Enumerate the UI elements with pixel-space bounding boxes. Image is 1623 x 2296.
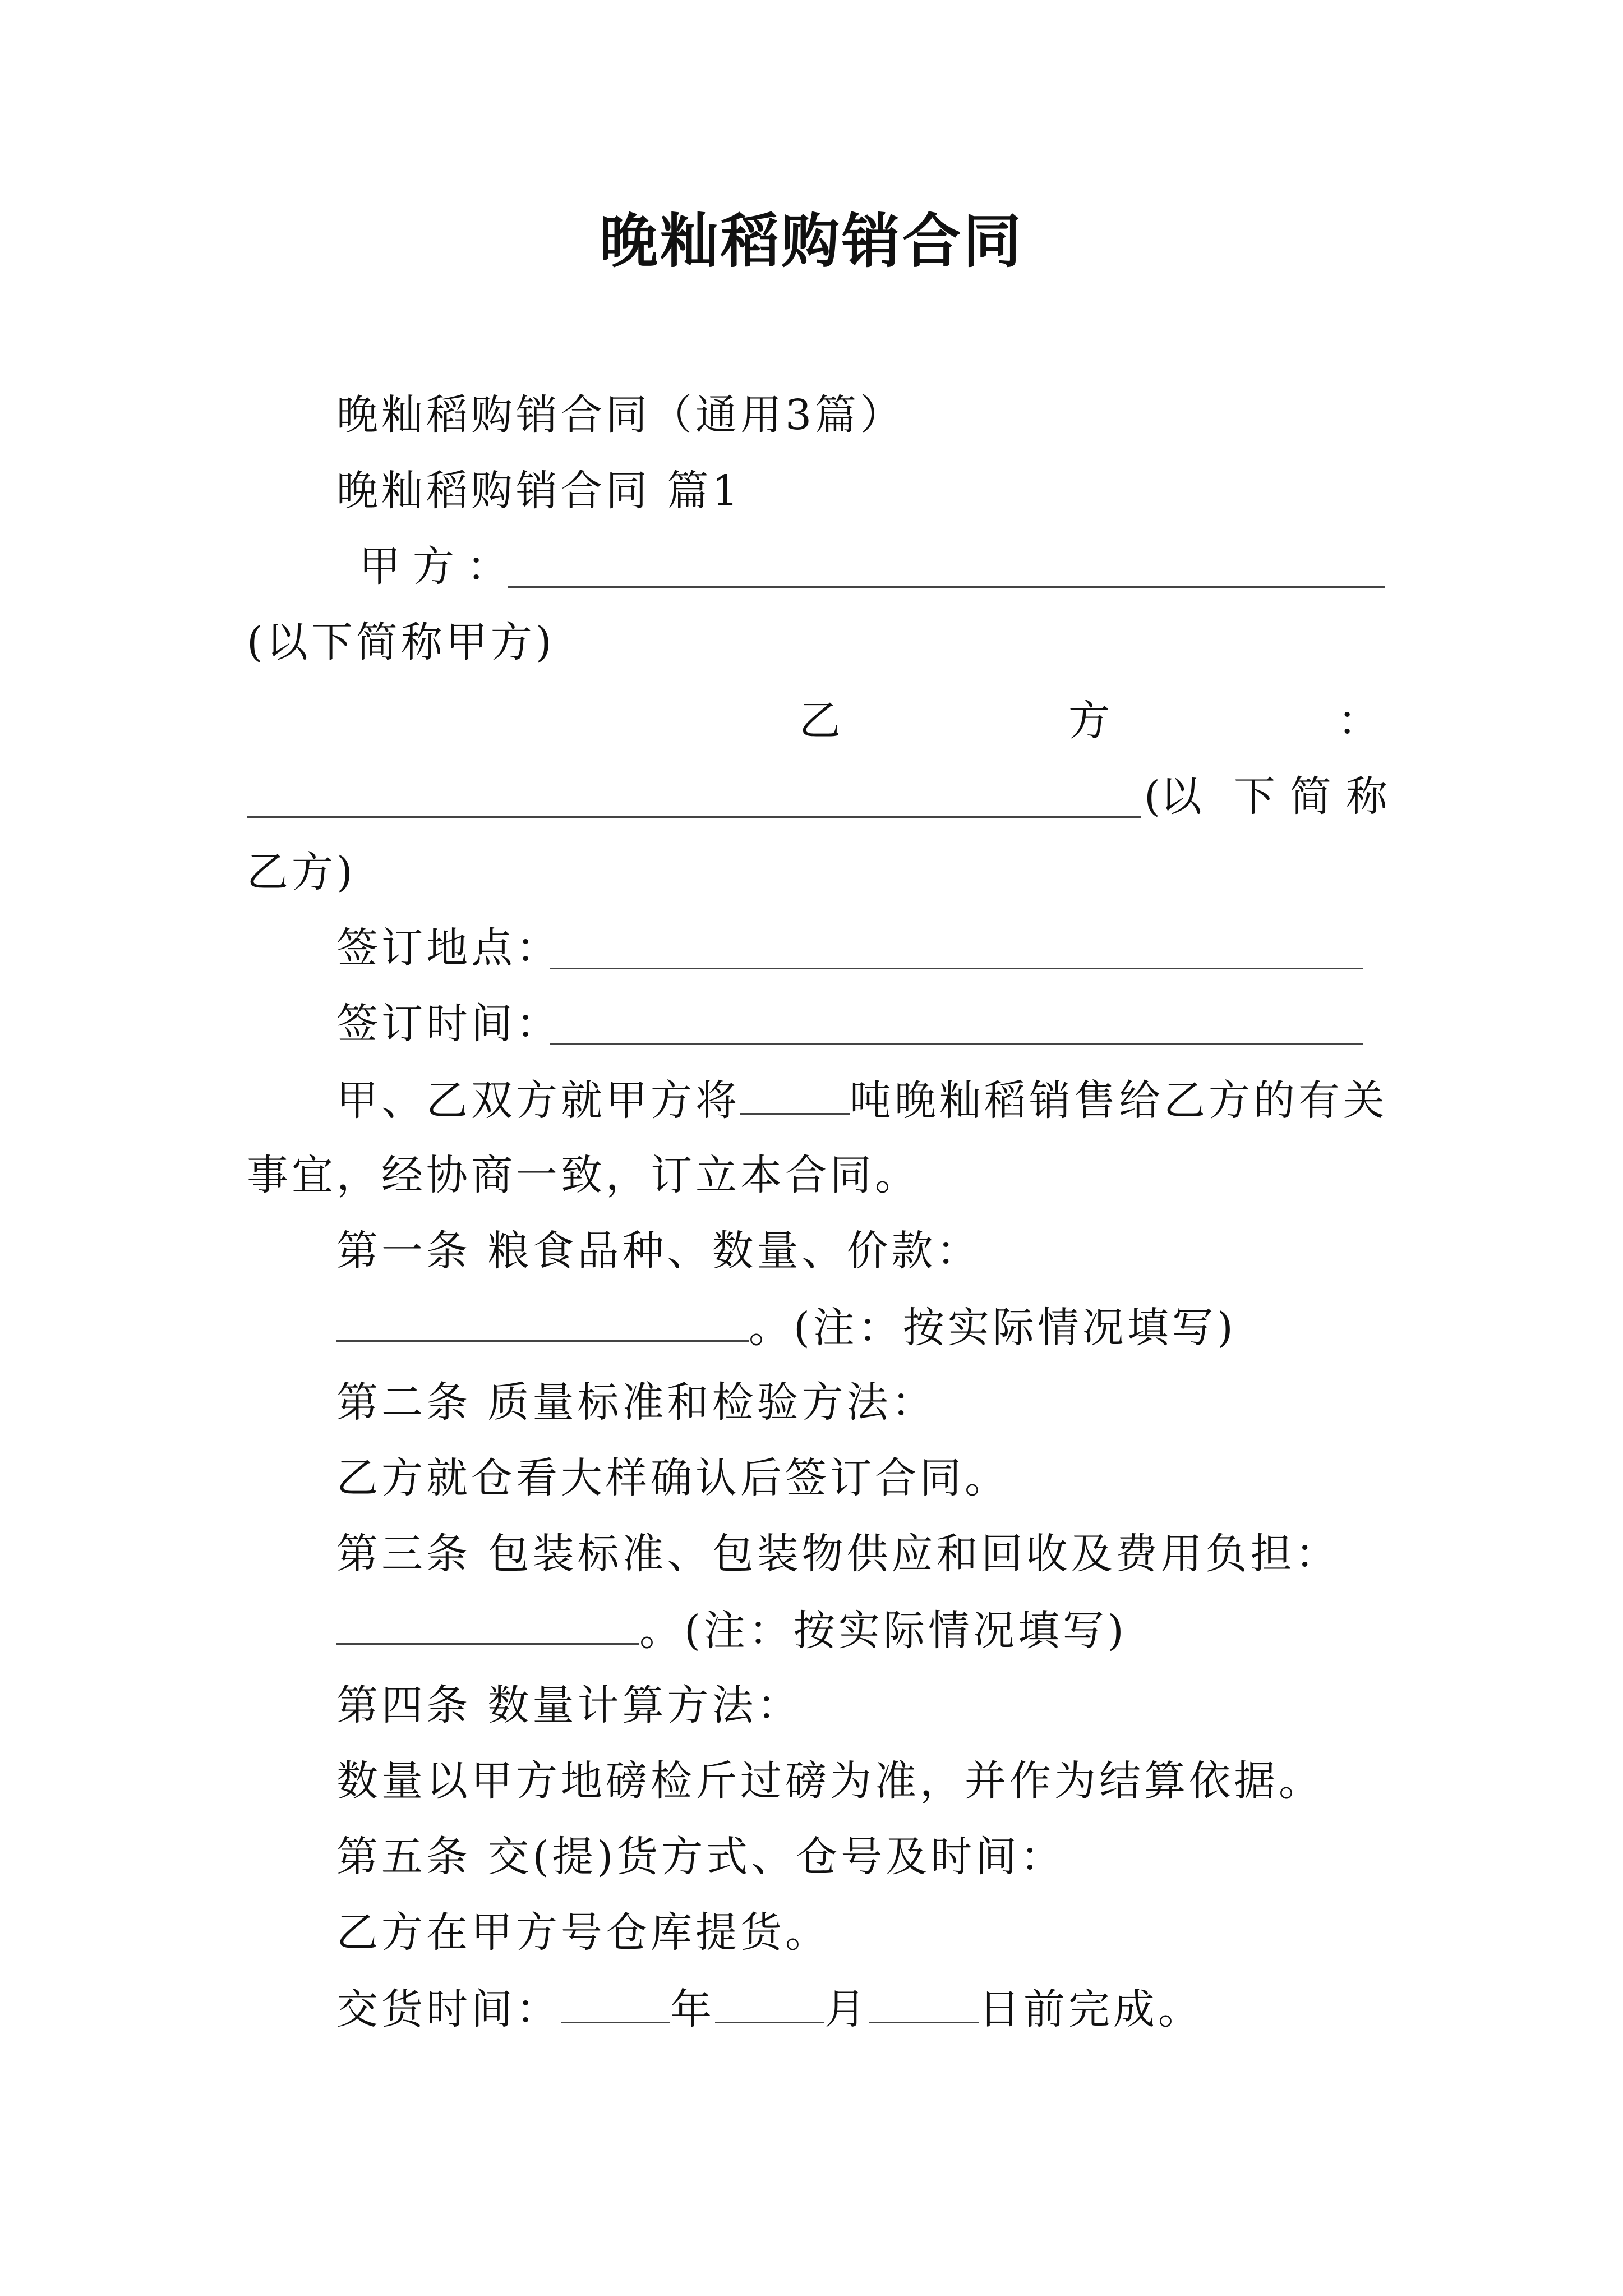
sign-place-blank[interactable] <box>550 968 1363 969</box>
article-1-heading: 第一条 粮食品种、数量、价款： <box>336 1227 981 1275</box>
party-b-suffix-2: 下 <box>1234 772 1275 821</box>
year-label: 年 <box>670 1985 715 2033</box>
party-a-blank[interactable] <box>508 586 1385 588</box>
document-subtitle: 晚籼稻购销合同（通用3篇） <box>336 391 905 439</box>
party-b-char-2: 方 <box>1068 697 1110 745</box>
article-3-note-line <box>336 1602 1127 1659</box>
delivery-time-line <box>336 1980 1203 2037</box>
intro-line-1-pre: 甲、乙双方就甲方将 <box>336 1076 740 1125</box>
party-a-suffix: (以下简称甲方) <box>247 618 555 666</box>
day-blank[interactable] <box>869 1980 979 2023</box>
sign-time-label: 签订时间： <box>336 1000 561 1048</box>
party-b-char-1: 乙 <box>799 697 841 745</box>
article-3-blank[interactable] <box>336 1602 639 1645</box>
article-3-note: 。(注：按实际情况填写) <box>639 1607 1127 1655</box>
month-label: 月 <box>824 1985 869 2033</box>
month-blank[interactable] <box>715 1980 824 2023</box>
article-4-body: 数量以甲方地磅检斤过磅为准，并作为结算依据。 <box>336 1757 1324 1805</box>
tonnage-blank[interactable] <box>740 1071 850 1115</box>
article-1-blank[interactable] <box>336 1299 749 1342</box>
article-5-heading: 第五条 交(提)货方式、仓号及时间： <box>336 1833 1066 1881</box>
article-2-body: 乙方就仓看大样确认后签订合同。 <box>336 1454 1009 1502</box>
party-b-suffix-1: (以 <box>1144 772 1202 821</box>
article-3-heading: 第三条 包装标准、包装物供应和回收及费用负担： <box>336 1530 1340 1578</box>
intro-line-2: 事宜，经协商一致，订立本合同。 <box>247 1151 920 1199</box>
article-2-heading: 第二条 质量标准和检验方法： <box>336 1378 937 1427</box>
article-5-body: 乙方在甲方号仓库提货。 <box>336 1908 830 1957</box>
day-suffix: 日前完成。 <box>979 1985 1203 2033</box>
party-b-colon: ： <box>1338 697 1379 745</box>
sign-time-blank[interactable] <box>550 1043 1363 1045</box>
article-1-note-line <box>336 1299 1237 1356</box>
party-b-suffix-3: 简 <box>1290 772 1331 821</box>
delivery-time-label: 交货时间： <box>336 1985 561 2033</box>
party-b-suffix-end: 乙方) <box>247 848 356 896</box>
year-blank[interactable] <box>561 1980 670 2023</box>
sign-place-label: 签订地点： <box>336 924 561 972</box>
intro-line-1-post: 吨晚籼稻销售给乙方的有关 <box>850 1076 1388 1125</box>
part-heading: 晚籼稻购销合同 篇1 <box>336 467 742 515</box>
page-title: 晚籼稻购销合同 <box>599 206 1023 275</box>
article-4-heading: 第四条 数量计算方法： <box>336 1681 802 1729</box>
party-a-label: 甲方： <box>359 542 520 591</box>
party-b-suffix-4: 称 <box>1346 772 1387 821</box>
article-1-note: 。(注：按实际情况填写) <box>749 1304 1237 1352</box>
intro-line-1 <box>336 1071 1388 1129</box>
party-b-blank[interactable] <box>247 816 1141 818</box>
